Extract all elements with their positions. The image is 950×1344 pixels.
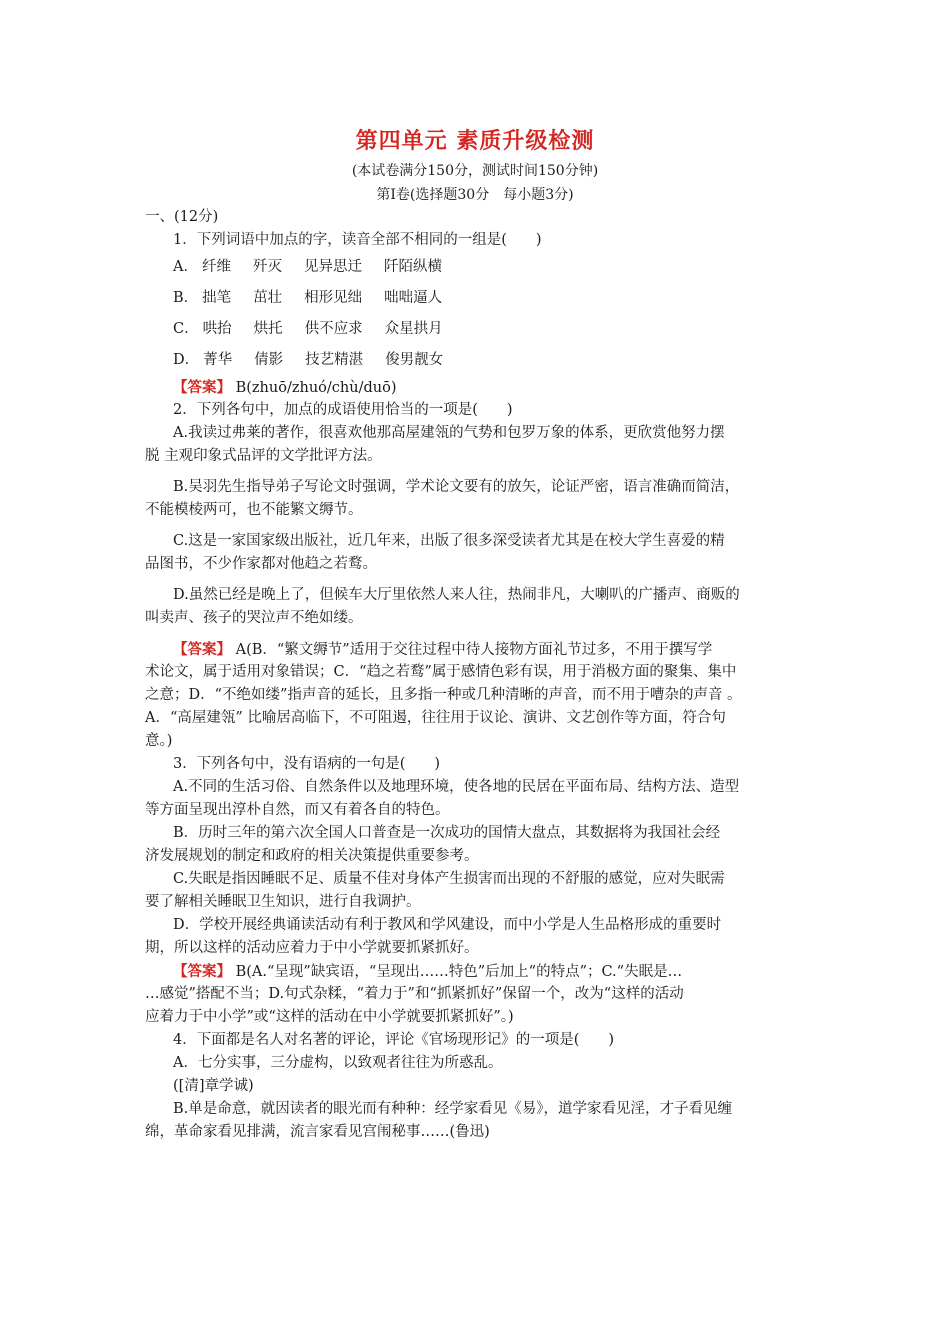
question-1-stem: 1．下列词语中加点的字，读音全部不相同的一组是( ) (173, 232, 542, 248)
option-word: 见异思迁 (303, 259, 362, 275)
answer-text: A(B．“繁文缛节”适用于交往过程中待人接物方面礼节过多，不用于撰写学 (235, 642, 713, 658)
question-3-line: D．学校开展经典诵读活动有利于教风和学风建设，而中小学是人生品格形成的重要时 (173, 917, 722, 933)
question-3-line: B．历时三年的第六次全国人口普查是一次成功的国情大盘点，其数据将为我国社会经 (173, 825, 721, 841)
question-3-line: 期，所以这样的活动应着力于中小学就要抓紧抓好。 (145, 940, 479, 956)
answer-2-line: 之意；D．“不绝如缕”指声音的延长，且多指一种或几种清晰的声音，而不用于嘈杂的声音 。 (145, 687, 742, 703)
answer-text: B(zhuō/zhuó/chù/duō) (235, 380, 397, 396)
question-4-line: 绵，革命家看见排满，流言家看见宫闱秘事……(鲁迅) (145, 1124, 490, 1140)
answer-tag: 【答案】 (173, 641, 231, 658)
answer-text: B(A.“呈现”缺宾语，“呈现出……特色”后加上“的特点”；C.“失眠是… (235, 964, 683, 980)
option-label: A． (173, 259, 198, 275)
answer-tag: 【答案】 (173, 963, 231, 980)
option-label: B． (173, 290, 199, 306)
question-4-line: B.单是命意，就因读者的眼光而有种种：经学家看见《易》，道学家看见淫，才子看见缠 (173, 1101, 733, 1117)
question-2-line: 叫卖声、孩子的哭泣声不绝如缕。 (145, 610, 363, 626)
question-2-line: C.这是一家国家级出版社，近几年来，出版了很多深受读者尤其是在校大学生喜爱的精 (173, 533, 725, 549)
question-1-option (145, 283, 810, 314)
question-2-line: D.虽然已经是晚上了，但候车大厅里依然人来人往，热闹非凡，大喇叭的广播声、商贩的 (173, 587, 740, 603)
page-title: 第四单元 素质升级检测 (355, 128, 595, 154)
exam-info: (本试卷满分150分，测试时间150分钟) (351, 163, 599, 179)
answer-3 (145, 960, 810, 983)
question-2-stem: 2．下列各句中，加点的成语使用恰当的一项是( ) (173, 402, 513, 418)
question-2-line: 脱 主观印象式品评的文学批评方法。 (145, 448, 382, 464)
question-2-line: 不能模棱两可，也不能繁文缛节。 (145, 502, 363, 518)
question-2-line: A.我读过弗莱的著作，很喜欢他那高屋建瓴的气势和包罗万象的体系，更欣赏他努力摆 (173, 425, 725, 441)
question-4-stem: 4．下面都是名人对名著的评论，评论《官场现形记》的一项是( ) (173, 1032, 615, 1048)
part-heading: 一、(12分) (145, 209, 219, 225)
answer-2-line: 术论文，属于适用对象错误；C．“趋之若鹜”属于感情色彩有误，用于消极方面的聚集、集中 (145, 664, 737, 680)
question-1-option (145, 314, 810, 345)
option-word: 技艺精湛 (305, 352, 364, 368)
section-heading: 第Ⅰ卷(选择题30分 每小题3分) (376, 187, 574, 203)
option-word: 拙笔 (202, 290, 232, 306)
question-2-line: 品图书，不少作家都对他趋之若鹜。 (145, 556, 377, 572)
question-1-option (145, 345, 810, 376)
question-2-line: B.吴羽先生指导弟子写论文时强调，学术论文要有的放矢，论证严密，语言准确而简洁， (173, 479, 740, 495)
question-3-line: C.失眠是指因睡眠不足、质量不佳对身体产生损害而出现的不舒服的感觉，应对失眠需 (173, 871, 725, 887)
answer-2 (145, 638, 810, 661)
option-word: 倩影 (254, 352, 284, 368)
answer-1 (145, 376, 810, 399)
question-3-stem: 3．下列各句中，没有语病的一句是( ) (173, 756, 441, 772)
option-word: 供不应求 (304, 321, 363, 337)
answer-tag: 【答案】 (173, 379, 231, 396)
option-word: 俊男靓女 (385, 352, 444, 368)
question-4-line: A．七分实事，三分虚构，以致观者往往为所惑乱。 (173, 1055, 503, 1071)
option-word: 阡陌纵横 (383, 259, 442, 275)
answer-3-line: …感觉”搭配不当；D.句式杂糅，“着力于”和“抓紧抓好”保留一个，改为“这样的活动 (145, 986, 684, 1002)
question-3-line: 要了解相关睡眠卫生知识，进行自我调护。 (145, 894, 421, 910)
exam-body (145, 206, 810, 1144)
option-word: 烘托 (253, 321, 283, 337)
question-3-line: A.不同的生活习俗、自然条件以及地理环境，使各地的民居在平面布局、结构方法、造型 (173, 779, 740, 795)
option-label: D． (173, 352, 200, 368)
option-word: 众星拱月 (384, 321, 443, 337)
answer-3-line: 应着力于中小学”或“这样的活动在中小学就要抓紧抓好”。) (145, 1009, 514, 1025)
question-3-line: 济发展规划的制定和政府的相关决策提供重要参考。 (145, 848, 479, 864)
question-4-line: ([清]章学诚) (173, 1078, 254, 1094)
option-word: 哄抬 (202, 321, 232, 337)
option-word: 歼灭 (252, 259, 282, 275)
answer-2-line: 意。) (145, 733, 173, 749)
option-label: C． (173, 321, 199, 337)
question-3-line: 等方面呈现出淳朴自然，而又有着各自的特色。 (145, 802, 450, 818)
option-word: 咄咄逼人 (384, 290, 443, 306)
option-word: 相形见绌 (304, 290, 363, 306)
option-word: 菁华 (203, 352, 233, 368)
option-word: 纤维 (201, 259, 231, 275)
option-word: 茁壮 (253, 290, 283, 306)
question-1-option (145, 252, 810, 283)
answer-2-line: A．“高屋建瓴” 比喻居高临下，不可阻遏，往往用于议论、演讲、文艺创作等方面，符合句 (145, 710, 726, 726)
question-1-options (145, 252, 810, 376)
